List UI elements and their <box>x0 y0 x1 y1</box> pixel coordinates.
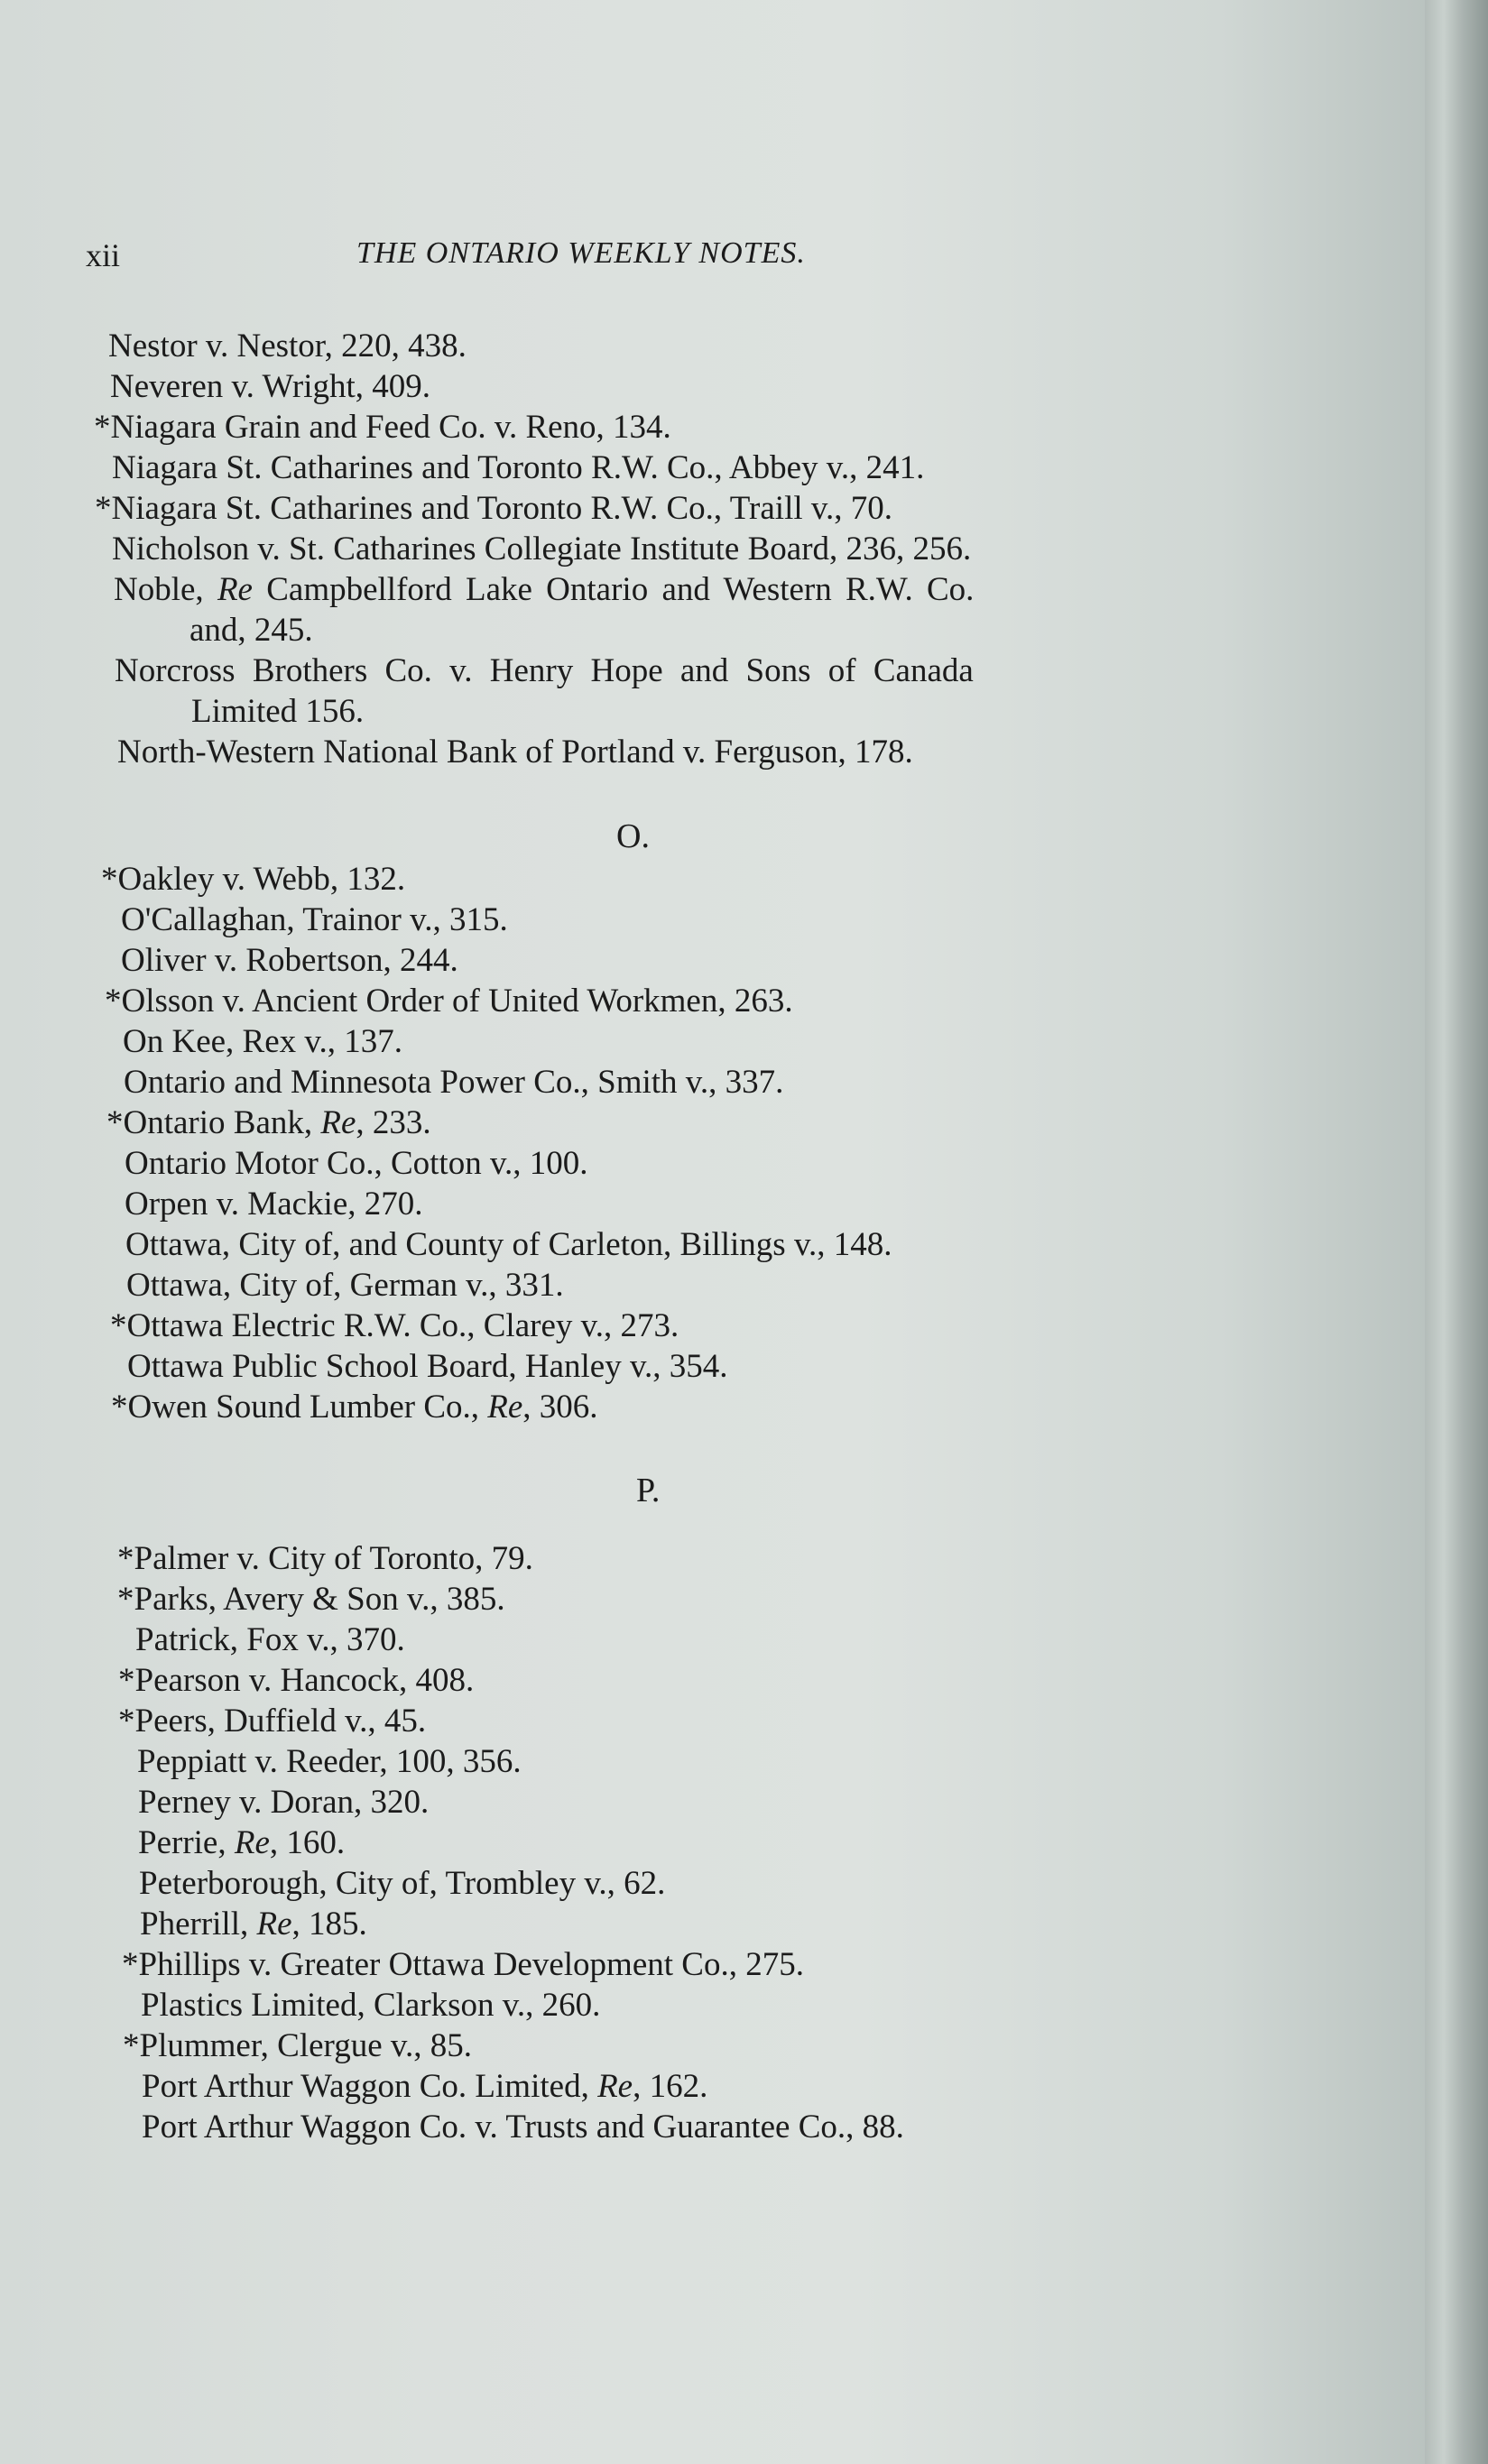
page-number: xii <box>86 237 121 273</box>
index-entry: Port Arthur Waggon Co. Limited, Re, 162. <box>142 2068 708 2105</box>
index-entry: Plastics Limited, Clarkson v., 260. <box>141 1987 601 2024</box>
index-entry: Nestor v. Nestor, 220, 438. <box>108 328 467 365</box>
index-entry: Neveren v. Wright, 409. <box>110 368 431 405</box>
index-entry: Ontario and Minnesota Power Co., Smith v., 337. <box>124 1064 784 1101</box>
section-letter-p: P. <box>636 1472 661 1509</box>
index-entry: *Pearson v. Hancock, 408. <box>118 1662 475 1699</box>
index-entry: *Peers, Duffield v., 45. <box>118 1703 427 1740</box>
index-entry: Port Arthur Waggon Co. v. Trusts and Guarantee Co., 88. <box>142 2109 904 2146</box>
page-header <box>86 236 934 281</box>
index-entry: Perney v. Doran, 320. <box>138 1784 430 1821</box>
index-entry: Patrick, Fox v., 370. <box>135 1621 405 1658</box>
index-entry: *Oakley v. Webb, 132. <box>101 861 406 898</box>
index-entry: Ontario Motor Co., Cotton v., 100. <box>125 1145 588 1182</box>
book-gutter <box>1425 0 1488 2464</box>
index-entry-continuation: Limited 156. <box>191 693 365 730</box>
index-entry: Ottawa Public School Board, Hanley v., 354. <box>127 1348 728 1385</box>
index-entry: Noble, Re Campbellford Lake Ontario and Western R.W. Co. <box>114 571 975 608</box>
index-entry: Norcross Brothers Co. v. Henry Hope and Sons of Canada <box>115 652 974 689</box>
index-entry: *Ottawa Electric R.W. Co., Clarey v., 273. <box>110 1307 679 1344</box>
index-entry: *Ontario Bank, Re, 233. <box>106 1104 431 1141</box>
index-entry: Ottawa, City of, and County of Carleton, Billings v., 148. <box>125 1226 892 1263</box>
index-entry: *Plummer, Clergue v., 85. <box>123 2027 472 2064</box>
index-entry: *Palmer v. City of Toronto, 79. <box>117 1540 533 1577</box>
index-entry: Nicholson v. St. Catharines Collegiate Institute Board, 236, 256. <box>112 531 972 568</box>
index-entry: On Kee, Rex v., 137. <box>123 1023 402 1060</box>
running-title: THE ONTARIO WEEKLY NOTES. <box>356 236 806 270</box>
index-entry: *Owen Sound Lumber Co., Re, 306. <box>111 1389 598 1426</box>
index-entry: *Olsson v. Ancient Order of United Workmen, 263. <box>105 983 793 1020</box>
index-entry: O'Callaghan, Trainor v., 315. <box>121 901 508 938</box>
index-entry: Peppiatt v. Reeder, 100, 356. <box>137 1743 522 1780</box>
index-entry: North-Western National Bank of Portland v. Ferguson, 178. <box>117 734 913 771</box>
index-entry: *Parks, Avery & Son v., 385. <box>117 1581 505 1618</box>
index-entry: Niagara St. Catharines and Toronto R.W. Co., Abbey v., 241. <box>112 449 925 486</box>
index-entry: Orpen v. Mackie, 270. <box>125 1186 423 1223</box>
index-entry-continuation: and, 245. <box>189 612 313 649</box>
index-entry: Pherrill, Re, 185. <box>140 1906 367 1943</box>
index-entry: Perrie, Re, 160. <box>138 1824 346 1861</box>
index-entry: Peterborough, City of, Trombley v., 62. <box>139 1865 666 1902</box>
section-letter-o: O. <box>616 817 650 855</box>
index-entry: Ottawa, City of, German v., 331. <box>126 1267 564 1304</box>
index-entry: Oliver v. Robertson, 244. <box>121 942 458 979</box>
index-entry: *Phillips v. Greater Ottawa Development Co., 275. <box>122 1946 804 1983</box>
index-entry: *Niagara Grain and Feed Co. v. Reno, 134. <box>94 409 671 446</box>
index-entry: *Niagara St. Catharines and Toronto R.W. Co., Traill v., 70. <box>95 490 892 527</box>
